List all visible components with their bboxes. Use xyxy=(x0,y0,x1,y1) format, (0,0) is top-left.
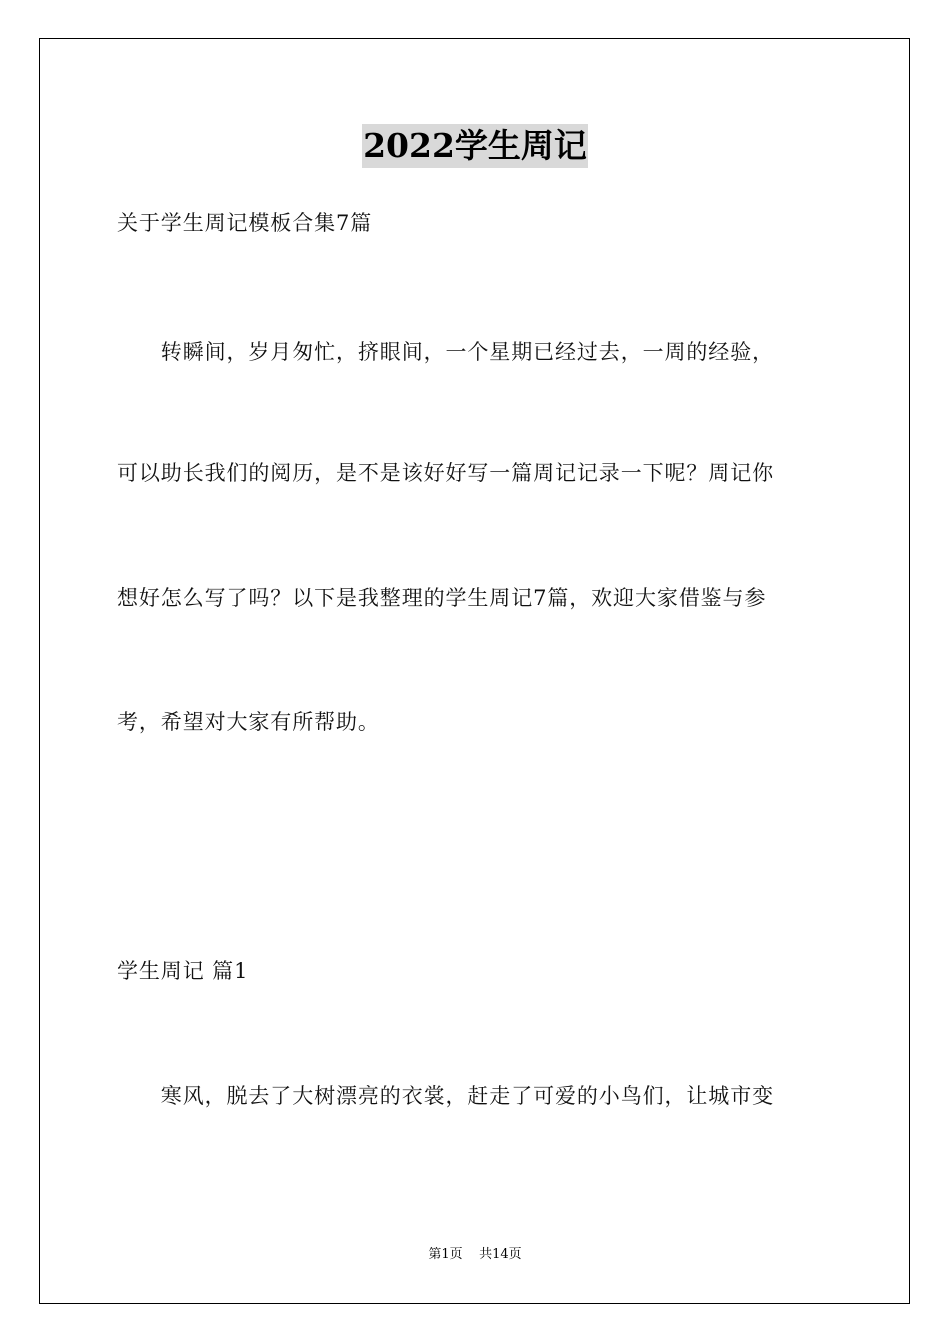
paragraph-line: 考，希望对大家有所帮助。 xyxy=(117,710,380,734)
page-footer xyxy=(0,1246,950,1264)
section-heading: 学生周记 篇1 xyxy=(117,959,249,983)
paragraph-line: 转瞬间，岁月匆忙，挤眼间，一个星期已经过去，一周的经验， xyxy=(117,340,774,364)
paragraph-line: 寒风，脱去了大树漂亮的衣裳，赶走了可爱的小鸟们，让城市变 xyxy=(117,1084,774,1108)
title-container xyxy=(0,124,950,168)
paragraph-line: 可以助长我们的阅历，是不是该好好写一篇周记记录一下呢？周记你 xyxy=(117,461,774,485)
page-total: 共14页 xyxy=(479,1247,522,1262)
document-title: 2022学生周记 xyxy=(362,124,588,168)
paragraph-line: 想好怎么写了吗？以下是我整理的学生周记7篇，欢迎大家借鉴与参 xyxy=(117,586,767,610)
page-number: 第1页 xyxy=(428,1247,463,1262)
document-subtitle: 关于学生周记模板合集7篇 xyxy=(117,211,373,235)
